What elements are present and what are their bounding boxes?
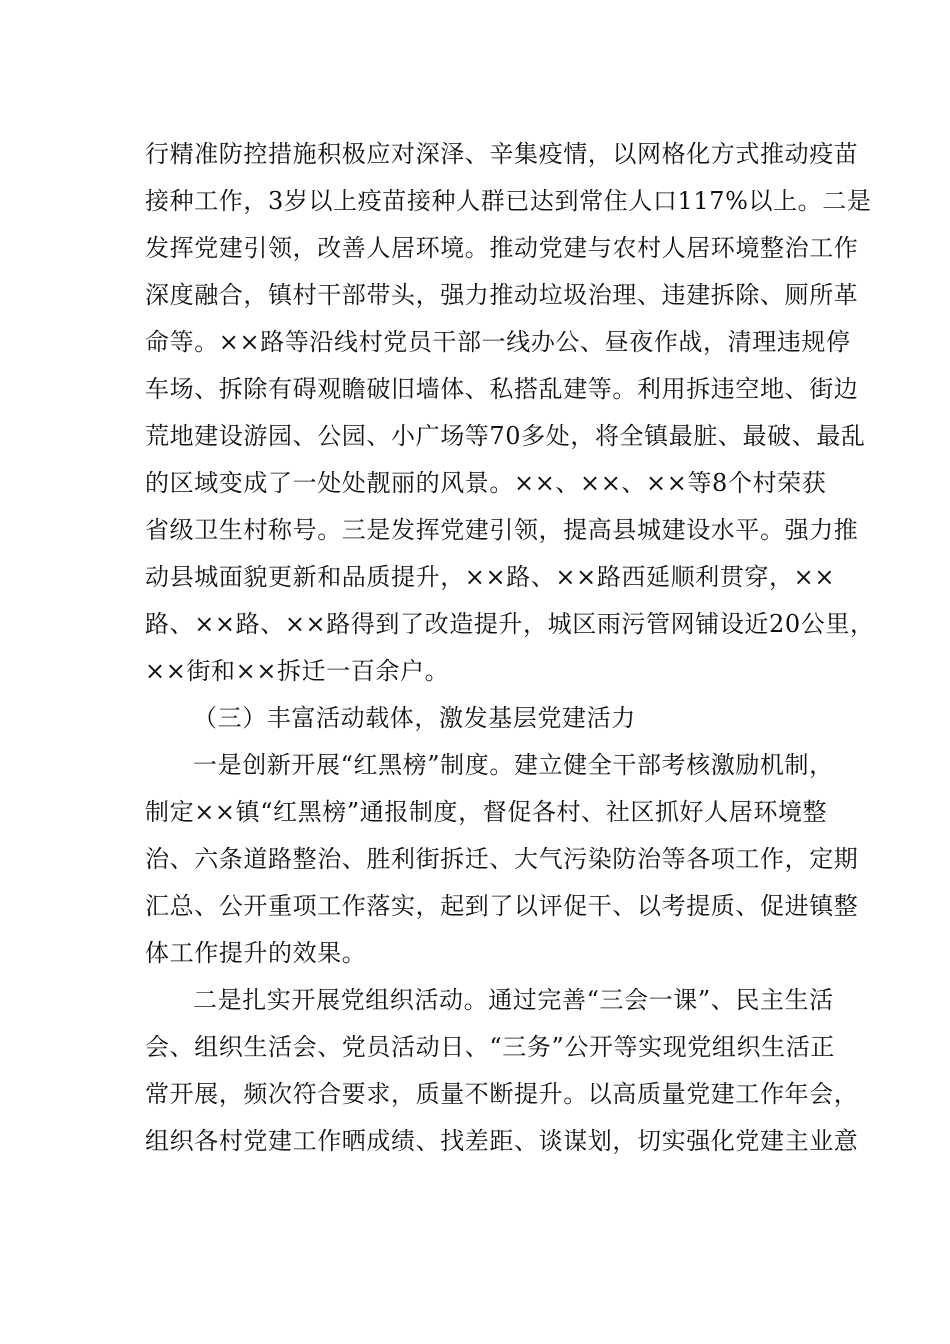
text-line: 的区域变成了一处处靓丽的风景。××、××、××等8个村荣获: [145, 469, 827, 497]
text-line: 组织各村党建工作晒成绩、找差距、谈谋划，切实强化党建主业意: [145, 1127, 859, 1155]
text-line: 省级卫生村称号。三是发挥党建引领，提高县城建设水平。强力推: [145, 516, 859, 544]
text-line: 汇总、公开重项工作落实，起到了以评促干、以考提质、促进镇整: [145, 892, 859, 920]
text-line: 车场、拆除有碍观瞻破旧墙体、私搭乱建等。利用拆违空地、街边: [145, 375, 859, 403]
text-line: 体工作提升的效果。: [145, 939, 367, 967]
text-line: ××街和××拆迁一百余户。: [145, 657, 450, 685]
text-line: 发挥党建引领，改善人居环境。推动党建与农村人居环境整治工作: [145, 234, 859, 262]
text-line: 二是扎实开展党组织活动。通过完善“三会一课”、民主生活: [193, 986, 834, 1014]
text-line: 命等。××路等沿线村党员干部一线办公、昼夜作战，清理违规停: [145, 328, 851, 356]
text-line: 一是创新开展“红黑榜”制度。建立健全干部考核激励机制，: [193, 751, 834, 779]
text-line: 制定××镇“红黑榜”通报制度，督促各村、社区抓好人居环境整: [145, 798, 828, 826]
text-line: 会、组织生活会、党员活动日、“三务”公开等实现党组织生活正: [145, 1033, 835, 1061]
text-line: 接种工作，3岁以上疫苗接种人群已达到常住人口117%以上。二是: [145, 187, 872, 215]
text-line: 行精准防控措施积极应对深泽、辛集疫情，以网格化方式推动疫苗: [145, 140, 859, 168]
text-line: 常开展，频次符合要求，质量不断提升。以高质量党建工作年会，: [145, 1080, 859, 1108]
text-line: （三）丰富活动载体，激发基层党建活力: [193, 704, 636, 732]
text-line: 路、××路、××路得到了改造提升，城区雨污管网铺设近20公里，: [145, 610, 875, 638]
text-line: 治、六条道路整治、胜利街拆迁、大气污染防治等各项工作，定期: [145, 845, 859, 873]
text-line: 深度融合，镇村干部带头，强力推动垃圾治理、违建拆除、厕所革: [145, 281, 859, 309]
text-line: 荒地建设游园、公园、小广场等70多处，将全镇最脏、最破、最乱: [145, 422, 866, 450]
body-text: [145, 131, 875, 1165]
text-line: 动县城面貌更新和品质提升，××路、××路西延顺利贯穿，××: [145, 563, 836, 591]
